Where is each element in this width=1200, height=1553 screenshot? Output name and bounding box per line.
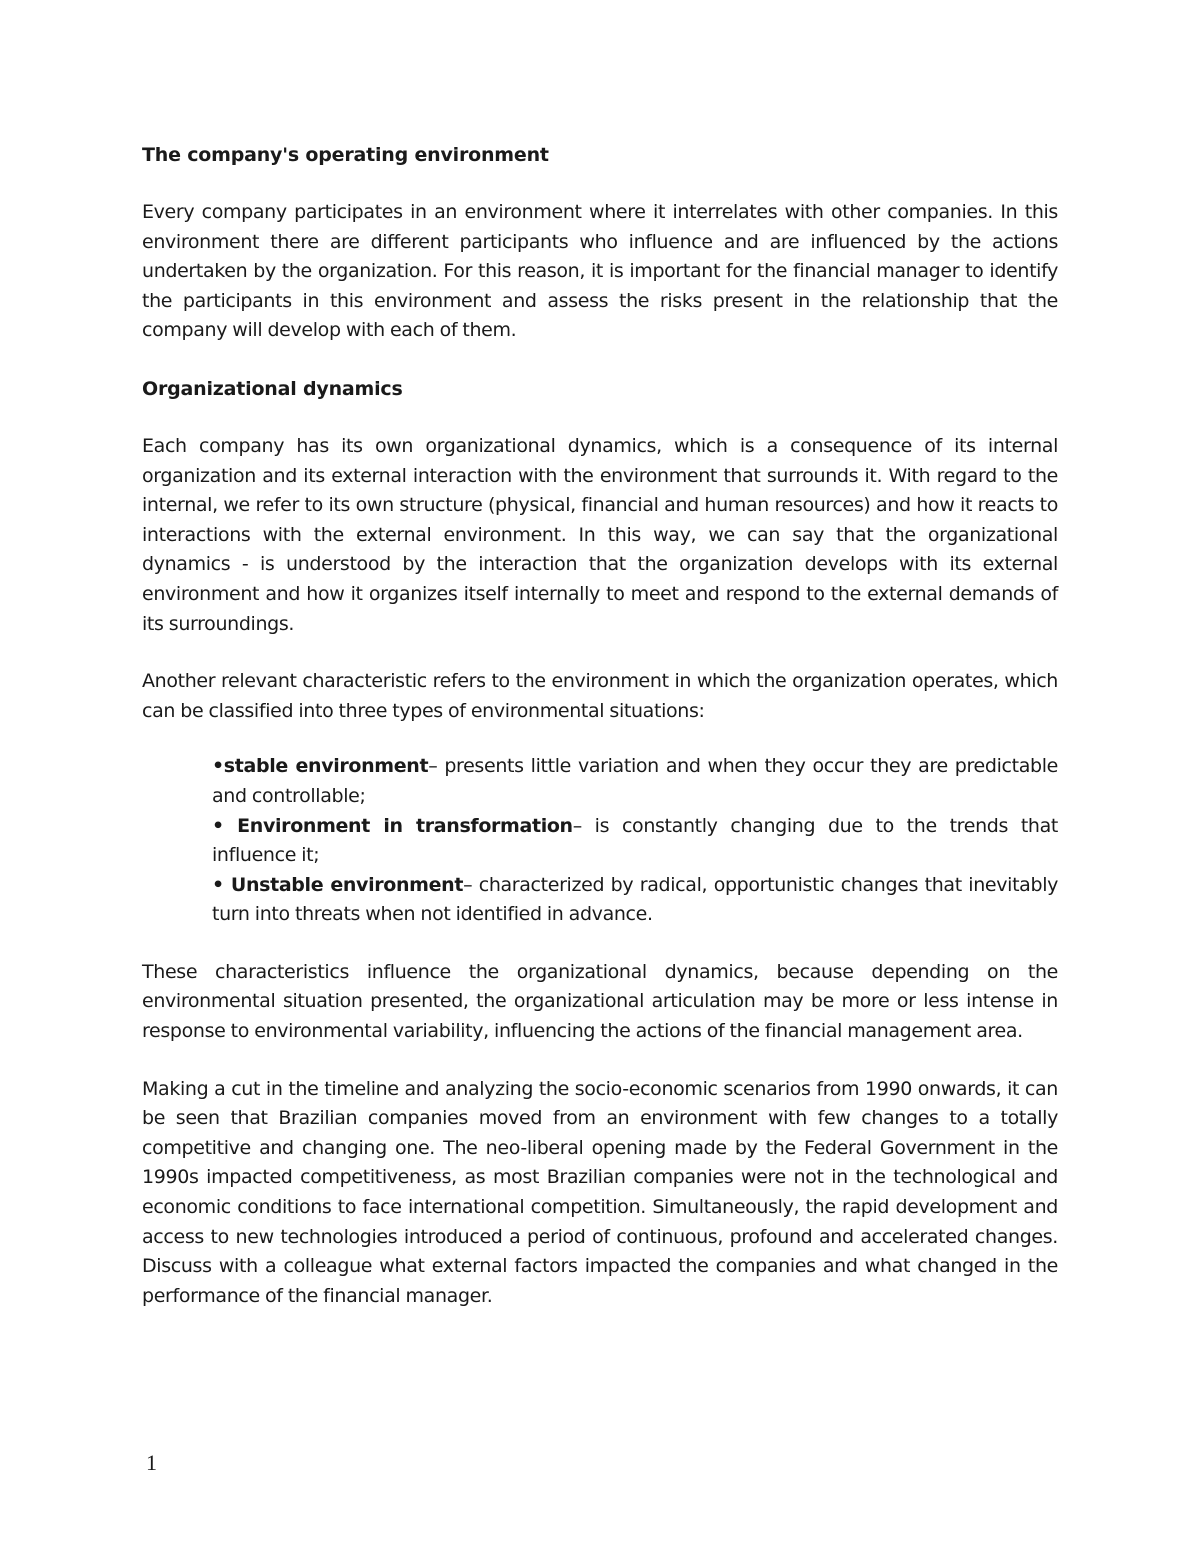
- dynamics-paragraph: Each company has its own organizational dynamics, which is a consequence of its internal organization and its external interaction with the environment that surrounds it. With regard to the internal, we refer to its own structure (physical, financial and human resources) and how it reacts to interactions with the external environment. In this way, we can say that the organizational dynamics - is understood by the interaction that the organization develops with its external environment and how it organizes itself internally to meet and respond to the external demands of its surroundings.: [142, 434, 1058, 635]
- bullet-term: stable environment: [223, 755, 429, 778]
- timeline-paragraph: Making a cut in the timeline and analyzing the socio-economic scenarios from 1990 onwards, it can be seen that Brazilian companies moved from an environment with few changes to a totally competitive and changing one. The neo-liberal opening made by the Federal Government in the 1990s impacted competitiveness, as most Brazilian companies were not in the technological and economic conditions to face international competition. Simultaneously, the rapid development and access to new technologies introduced a period of continuous, profound and accelerated changes. Discuss with a colleague what external factors impacted the companies and what changed in the performance of the financial manager.: [142, 1077, 1058, 1307]
- characteristic-paragraph: Another relevant characteristic refers to the environment in which the organization operates, which can be classified into three types of environmental situations:: [142, 670, 1058, 722]
- intro-paragraph: Every company participates in an environment where it interrelates with other companies. In this environment there are different participants who influence and are influenced by the actions undertaken by the organization. For this reason, it is important for the financial manager to identify the participants in this environment and assess the risks present in the relationship that the company will develop with each of them.: [142, 201, 1058, 342]
- bullet-marker: •: [212, 755, 224, 778]
- list-item: [212, 871, 1058, 930]
- bullet-term: Environment in transformation: [237, 814, 573, 837]
- bullet-marker: •: [212, 814, 238, 837]
- list-item: [212, 752, 1058, 811]
- list-item: [212, 812, 1058, 871]
- environment-types-list: [212, 752, 1058, 930]
- section-heading: Organizational dynamics: [142, 377, 403, 400]
- bullet-description: – presents little variation and when they occur they are predictable and controllable;: [212, 755, 1058, 807]
- document-title: The company's operating environment: [142, 144, 549, 166]
- influence-paragraph: These characteristics influence the organizational dynamics, because depending on the environmental situation presented, the organizational articulation may be more or less intense in response to environmental variability, influencing the actions of the financial management area.: [142, 960, 1058, 1043]
- page-number: 1: [146, 1450, 157, 1475]
- bullet-marker: •: [212, 873, 231, 896]
- bullet-description: – characterized by radical, opportunistic changes that inevitably turn into threats when not identified in advance.: [212, 873, 1059, 926]
- page-content: [142, 140, 1058, 1339]
- bullet-term: Unstable environment: [230, 873, 464, 896]
- bullet-description: – is constantly changing due to the trends that influence it;: [212, 814, 1058, 867]
